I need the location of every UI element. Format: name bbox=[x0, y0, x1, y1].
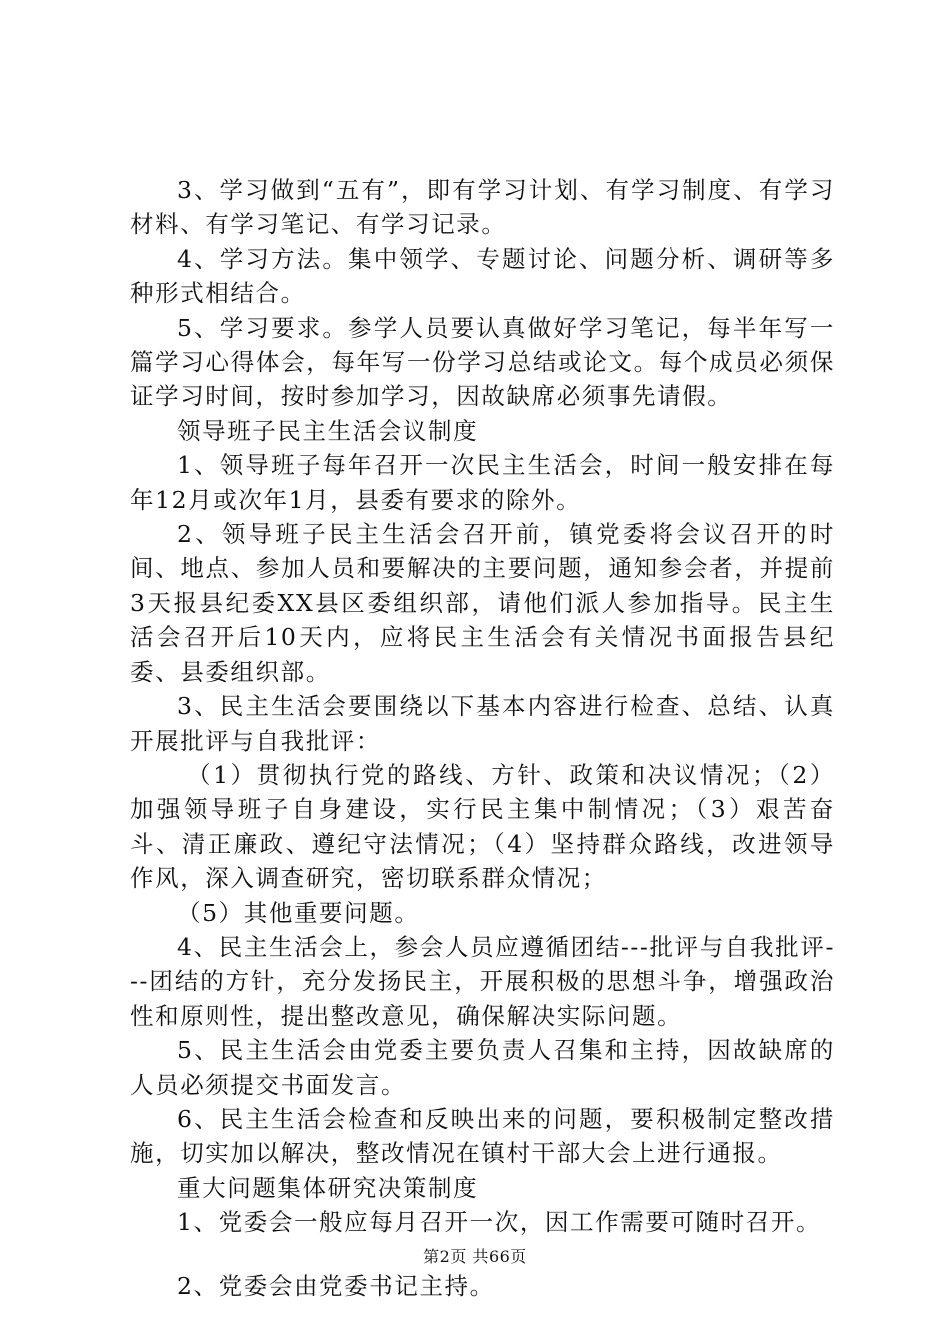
paragraph-committee-host: 2、党委会由党委书记主持。 bbox=[177, 1271, 495, 1300]
paragraph-meeting-content: 3、民主生活会要围绕以下基本内容进行检查、总结、认真开展批评与自我批评： bbox=[130, 692, 835, 755]
page-number-footer: 第2页 共66页 bbox=[423, 1247, 527, 1266]
document-body bbox=[130, 173, 835, 1303]
paragraph-committee-frequency: 1、党委会一般应每月召开一次，因工作需要可随时召开。 bbox=[177, 1208, 822, 1237]
paragraph-meeting-principles: 4、民主生活会上，参会人员应遵循团结---批评与自我批评---团结的方针，充分发扬民主，开展积极的思想斗争，增强政治性和原则性，提出整改意见，确保解决实际问题。 bbox=[130, 932, 835, 1030]
paragraph-meeting-host: 5、民主生活会由党委主要负责人召集和主持，因故缺席的人员必须提交书面发言。 bbox=[130, 1036, 835, 1099]
paragraph-study-requirements: 5、学习要求。参学人员要认真做好学习笔记，每半年写一篇学习心得体会，每年写一份学习总结或论文。每个成员必须保证学习时间，按时参加学习，因故缺席必须事先请假。 bbox=[130, 313, 835, 411]
paragraph-other-issues: （5）其他重要问题。 bbox=[177, 898, 420, 927]
paragraph-meeting-preparation: 2、领导班子民主生活会召开前，镇党委将会议召开的时间、地点、参加人员和要解决的主要问题，通知参会者，并提前3天报县纪委XX县区委组织部，请他们派人参加指导。民主生活会召开后10天内，应将民主生活会有关情况书面报告县纪委、县委组织部。 bbox=[130, 520, 835, 686]
paragraph-study-five-haves: 3、学习做到“五有”，即有学习计划、有学习制度、有学习材料、有学习笔记、有学习记录。 bbox=[130, 176, 835, 239]
paragraph-rectification: 6、民主生活会检查和反映出来的问题，要积极制定整改措施，切实加以解决，整改情况在镇村干部大会上进行通报。 bbox=[130, 1104, 835, 1168]
section-heading-democratic-life-meeting: 领导班子民主生活会议制度 bbox=[177, 416, 479, 445]
paragraph-study-methods: 4、学习方法。集中领学、专题讨论、问题分析、调研等多种形式相结合。 bbox=[130, 244, 835, 308]
paragraph-meeting-frequency: 1、领导班子每年召开一次民主生活会，时间一般安排在每年12月或次年1月，县委有要求的除外。 bbox=[130, 451, 835, 514]
paragraph-meeting-items: （1）贯彻执行党的路线、方针、政策和决议情况；（2）加强领导班子自身建设，实行民主集中制情况；（3）艰苦奋斗、清正廉政、遵纪守法情况；（4）坚持群众路线，改进领导作风，深入调查研究，密切联系群众情况； bbox=[130, 760, 835, 893]
section-heading-collective-decision: 重大问题集体研究决策制度 bbox=[177, 1173, 479, 1202]
